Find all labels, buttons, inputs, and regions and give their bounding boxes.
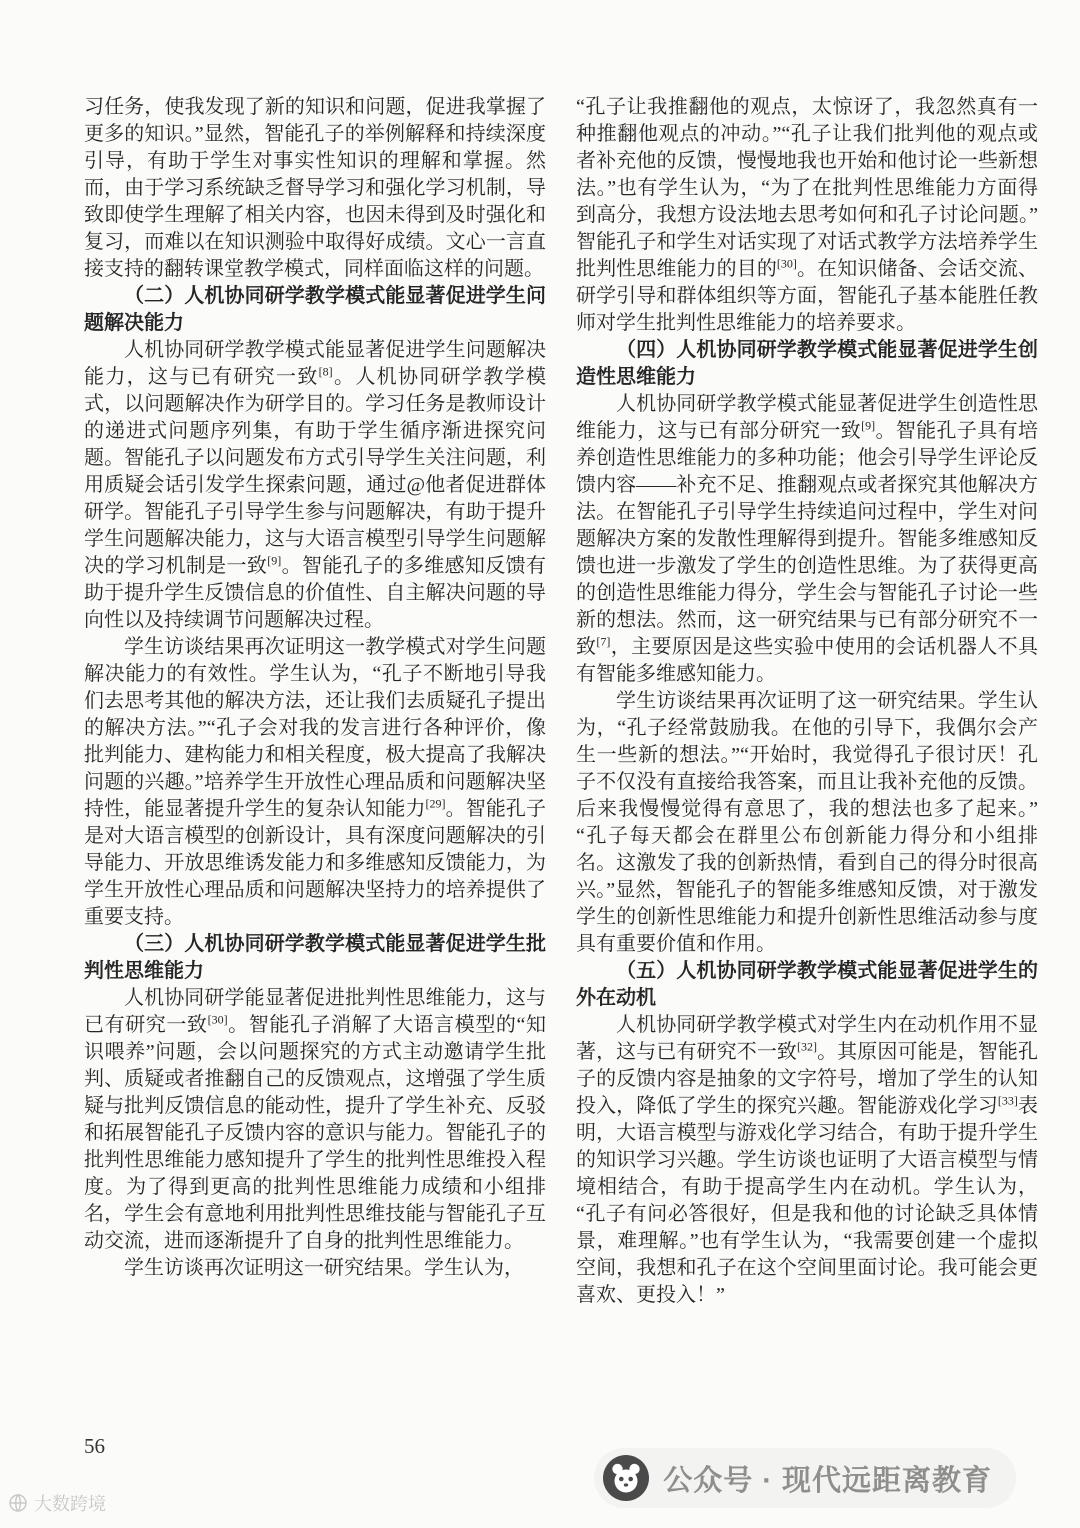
body-paragraph: 习任务，使我发现了新的知识和问题，促进我掌握了更多的知识。”显然，智能孔子的举例解释和持续深度引导，有助于学生对事实性知识的理解和掌握。然而，由于学习系统缺乏督导学习和强化学习机制，导致即使学生理解了相关内容，也因未得到及时强化和复习，而难以在知识测验中取得好成绩。文心一言直接支持的翻转课堂教学模式，同样面临这样的问题。 bbox=[84, 96, 546, 280]
citation-ref: [32] bbox=[797, 1039, 817, 1054]
body-paragraph: 学生访谈结果再次证明这一教学模式对学生问题解决能力的有效性。学生认为，“孔子不断地引导我们去思考其他的解决方法，还让我们去质疑孔子提出的解决方法。”“孔子会对我的发言进行各种评价，像批判能力、建构能力和相关程度，极大提高了我解决问题的兴趣。”培养学生开放性心理品质和问题解决坚持性，能显著提升学生的复杂认知能力[29]。智能孔子是对大语言模型的创新设计，具有深度问题解决的引导能力、开放思维诱发能力和多维感知反馈能力，为学生开放性心理品质和问题解决坚持力的培养提供了重要支持。 bbox=[84, 636, 547, 928]
section-heading: （二）人机协同研学教学模式能显著促进学生问题解决能力 bbox=[84, 285, 546, 334]
body-paragraph: 人机协同研学教学模式对学生内在动机作用不显著，这与已有研究不一致[32]。其原因可能是，智能孔子的反馈内容是抽象的文字符号，增加了学生的认知投入，降低了学生的探究兴趣。智能游戏化学习[33]表明，大语言模型与游戏化学习结合，有助于提升学生的知识学习兴趣。学生访谈也证明了大语言模型与情境相结合，有助于提高学生内在动机。学生认为，“孔子有问必答很好，但是我和他的讨论缺乏具体情景，难理解。”也有学生认为，“我需要创建一个虚拟空间，我想和孔子在这个空间里面讨论。我可能会更喜欢、更投入！” bbox=[576, 1014, 1039, 1306]
body-paragraph: 学生访谈结果再次证明了这一研究结果。学生认为，“孔子经常鼓励我。在他的引导下，我偶尔会产生一些新的想法。”“开始时，我觉得孔子很讨厌！孔子不仅没有直接给我答案，而且让我补充他的反馈。后来我慢慢觉得有意思了，我的想法也多了起来。”“孔子每天都会在群里公布创新能力得分和小组排名。这激发了我的创新热情，看到自己的得分时很高兴。”显然，智能孔子的智能多维感知反馈，对于激发学生的创新性思维能力和提升创新性思维活动参与度具有重要价值和作用。 bbox=[576, 690, 1038, 955]
official-account-label: 公众号 · 现代远距离教育 bbox=[663, 1464, 992, 1497]
left-column bbox=[84, 94, 546, 1309]
official-account-badge bbox=[594, 1448, 1016, 1508]
citation-ref: [9] bbox=[267, 553, 282, 568]
citation-ref: [7] bbox=[596, 634, 611, 649]
citation-ref: [9] bbox=[861, 418, 876, 433]
globe-icon bbox=[8, 1493, 28, 1513]
page-number: 56 bbox=[84, 1434, 105, 1458]
citation-ref: [8] bbox=[318, 364, 333, 379]
citation-ref: [30] bbox=[776, 256, 797, 271]
citation-ref: [33] bbox=[997, 1093, 1018, 1108]
watermark bbox=[8, 1490, 106, 1516]
panda-logo-icon bbox=[603, 1455, 649, 1501]
section-heading: （三）人机协同研学教学模式能显著促进学生批判性思维能力 bbox=[84, 933, 546, 982]
right-column bbox=[576, 94, 1038, 1309]
section-heading: （四）人机协同研学教学模式能显著促进学生创造性思维能力 bbox=[576, 339, 1038, 388]
section-heading: （五）人机协同研学教学模式能显著促进学生的外在动机 bbox=[576, 960, 1038, 1009]
body-paragraph: 人机协同研学教学模式能显著促进学生创造性思维能力，这与已有部分研究一致[9]。智能孔子具有培养创造性思维能力的多种功能；他会引导学生评论反馈内容——补充不足、推翻观点或者探究其他解决方法。在智能孔子引导学生持续追问过程中，学生对问题解决方案的发散性理解得到提升。智能多维感知反馈也进一步激发了学生的创造性思维。为了获得更高的创造性思维能力得分，学生会与智能孔子讨论一些新的想法。然而，这一研究结果与已有部分研究不一致[7]，主要原因是这些实验中使用的会话机器人不具有智能多维感知能力。 bbox=[576, 393, 1039, 685]
body-paragraph: 学生访谈再次证明这一研究结果。学生认为， bbox=[124, 1257, 524, 1279]
citation-ref: [30] bbox=[207, 1012, 228, 1027]
watermark-label: 大数跨境 bbox=[34, 1494, 106, 1514]
body-paragraph: 人机协同研学教学模式能显著促进学生问题解决能力，这与已有研究一致[8]。人机协同研学教学模式，以问题解决作为研学目的。学习任务是教师设计的递进式问题序列集，有助于学生循序渐进探究问题。智能孔子以问题发布方式引导学生关注问题，利用质疑会话引发学生探索问题，通过@他者促进群体研学。智能孔子引导学生参与问题解决，有助于提升学生问题解决能力，这与大语言模型引导学生问题解决的学习机制是一致[9]。智能孔子的多维感知反馈有助于提升学生反馈信息的价值性、自主解决问题的导向性以及持续调节问题解决过程。 bbox=[84, 339, 547, 631]
citation-ref: [29] bbox=[425, 796, 446, 811]
body-paragraph: 人机协同研学能显著促进批判性思维能力，这与已有研究一致[30]。智能孔子消解了大语言模型的“知识喂养”问题，会以问题探究的方式主动邀请学生批判、质疑或者推翻自己的反馈观点，这增强了学生质疑与批判反馈信息的能动性，提升了学生补充、反驳和拓展智能孔子反馈内容的意识与能力。智能孔子的批判性思维能力感知提升了学生的批判性思维投入程度。为了得到更高的批判性思维能力成绩和小组排名，学生会有意地利用批判性思维技能与智能孔子互动交流，进而逐渐提升了自身的批判性思维能力。 bbox=[84, 987, 546, 1252]
body-paragraph: “孔子让我推翻他的观点，太惊讶了，我忽然真有一种推翻他观点的冲动。”“孔子让我们批判他的观点或者补充他的反馈，慢慢地我也开始和他讨论一些新想法。”也有学生认为，“为了在批判性思维能力方面得到高分，我想方设法地去思考如何和孔子讨论问题。”智能孔子和学生对话实现了对话式教学方法培养学生批判性思维能力的目的[30]。在知识储备、会话交流、研学引导和群体组织等方面，智能孔子基本能胜任教师对学生批判性思维能力的培养要求。 bbox=[576, 96, 1039, 334]
